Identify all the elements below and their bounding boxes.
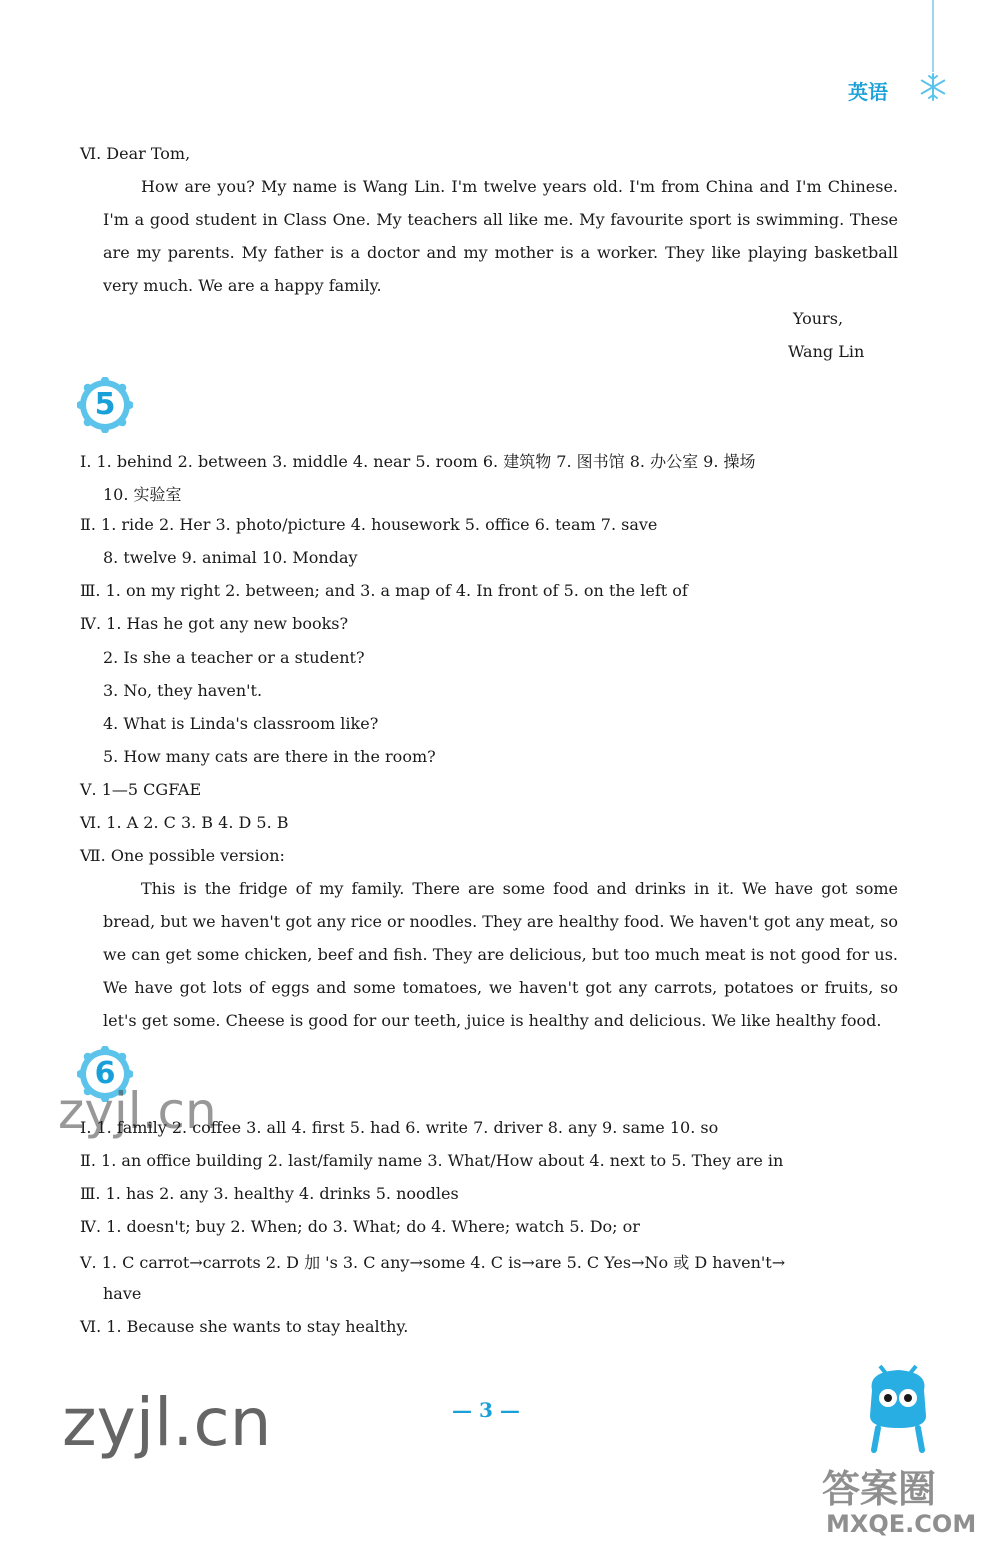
page-number: — 3 — xyxy=(452,1398,520,1422)
s6-line-3: Ⅲ. 1. has 2. any 3. healthy 4. drinks 5. noodles xyxy=(80,1184,459,1203)
s5-line-13: Ⅶ. One possible version: xyxy=(80,846,285,865)
s5-line-7: 2. Is she a teacher or a student? xyxy=(103,648,365,667)
watermark-corner-bottom: MXQE.COM xyxy=(826,1510,977,1538)
s5-line-1: Ⅰ. 1. behind 2. between 3. middle 4. near 5. room 6. 建筑物 7. 图书馆 8. 办公室 9. 操场 xyxy=(80,452,756,471)
letter-body xyxy=(103,170,898,302)
s5-line-5: Ⅲ. 1. on my right 2. between; and 3. a map of 4. In front of 5. on the left of xyxy=(80,581,688,600)
s5-line-8: 3. No, they haven't. xyxy=(103,681,263,700)
watermark-mid: zyjl.cn xyxy=(58,1082,217,1140)
s5-line-6: Ⅳ. 1. Has he got any new books? xyxy=(80,614,349,633)
s6-line-4: Ⅳ. 1. doesn't; buy 2. When; do 3. What; do 4. Where; watch 5. Do; or xyxy=(80,1217,640,1236)
mascot-icon xyxy=(858,1362,938,1458)
snowflake-icon xyxy=(918,72,948,106)
s5-line-3: Ⅱ. 1. ride 2. Her 3. photo/picture 4. housework 5. office 6. team 7. save xyxy=(80,515,658,534)
s6-line-2: Ⅱ. 1. an office building 2. last/family name 3. What/How about 4. next to 5. They are in xyxy=(80,1151,784,1170)
header-vertical-line xyxy=(932,0,934,72)
s5-line-10: 5. How many cats are there in the room? xyxy=(103,747,436,766)
s5-line-12: Ⅵ. 1. A 2. C 3. B 4. D 5. B xyxy=(80,813,289,832)
section-5-number: 5 xyxy=(94,387,116,422)
s5-essay xyxy=(103,872,898,1037)
s6-line-1: Ⅰ. 1. family 2. coffee 3. all 4. first 5. had 6. write 7. driver 8. any 9. same 10. so xyxy=(80,1118,719,1137)
letter-paragraph: How are you? My name is Wang Lin. I'm twelve years old. I'm from China and I'm Chinese. I'm a good student in Class One. My teachers all like me. My favourite sport is swimming. These are my parents. My father is a doctor and my mother is a worker. They like playing basketball very much. We are a happy family. xyxy=(103,177,898,295)
s5-line-2: 10. 实验室 xyxy=(103,485,182,504)
section-5-badge xyxy=(77,377,133,433)
s6-line-5: Ⅴ. 1. C carrot→carrots 2. D 加 's 3. C any→some 4. C is→are 5. C Yes→No 或 D haven't→ xyxy=(80,1253,786,1272)
s5-line-9: 4. What is Linda's classroom like? xyxy=(103,714,379,733)
subject-title: 英语 xyxy=(848,80,888,104)
section-6-number: 6 xyxy=(94,1056,116,1091)
watermark-bottom: zyjl.cn xyxy=(62,1384,272,1461)
s6-line-7: Ⅵ. 1. Because she wants to stay healthy. xyxy=(80,1317,409,1336)
s5-line-11: Ⅴ. 1—5 CGFAE xyxy=(80,780,202,799)
letter-signature: Wang Lin xyxy=(788,342,865,361)
s6-line-6: have xyxy=(103,1284,142,1303)
letter-closing: Yours, xyxy=(793,309,844,328)
s5-line-4: 8. twelve 9. animal 10. Monday xyxy=(103,548,358,567)
s5-essay-text: This is the fridge of my family. There are some food and drinks in it. We have got some bread, but we haven't got any rice or noodles. They are healthy food. We haven't got any meat, so we can get some chicken, beef and fish. They are delicious, but too much meat is not good for us. We have got lots of eggs and some tomatoes, we haven't got any carrots, potatoes or fruits, so let's get some. Cheese is good for our teeth, juice is healthy and delicious. We like healthy food. xyxy=(103,879,898,1030)
letter-label: Ⅵ. Dear Tom, xyxy=(80,144,191,163)
watermark-corner-top: 答案圈 xyxy=(822,1467,937,1511)
